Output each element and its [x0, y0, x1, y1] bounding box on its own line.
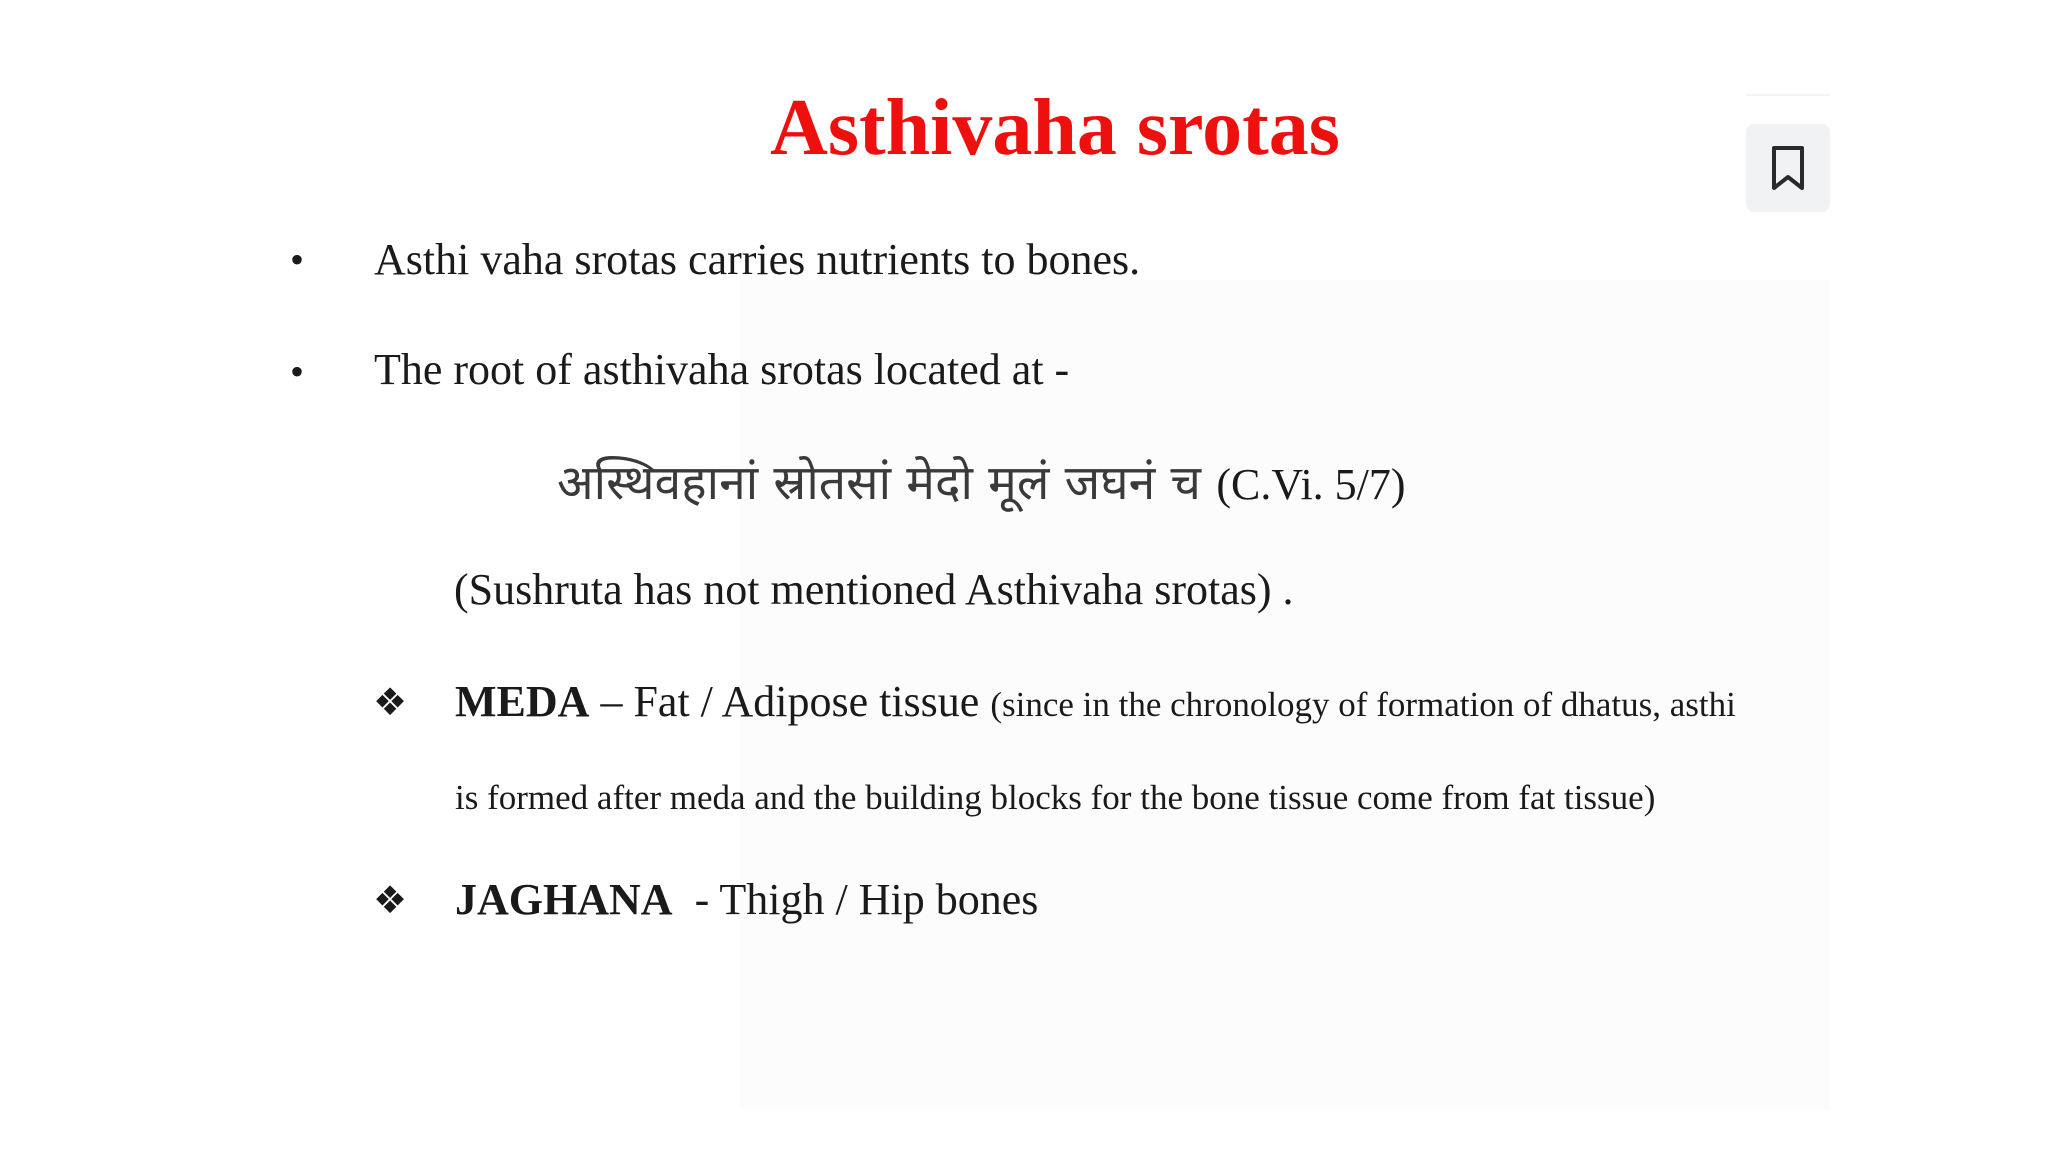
bookmark-button[interactable] — [1746, 124, 1830, 212]
diamond-bullet: ❖ — [373, 878, 408, 922]
meda-detail-line-2: is formed after meda and the building blocks for the bone tissue come from fat tissue) — [455, 778, 1656, 817]
meda-term: MEDA — [455, 677, 590, 726]
jaghana-term: JAGHANA — [455, 875, 673, 924]
meda-detail-line-1: (since in the chronology of formation of dhatus, asthi — [990, 685, 1736, 724]
meda-separator: – — [589, 677, 634, 726]
sushruta-note: (Sushruta has not mentioned Asthivaha srotas) . — [454, 565, 1294, 614]
divider — [1746, 94, 1830, 96]
sanskrit-reference: (C.Vi. 5/7) — [1216, 460, 1406, 509]
bullet-marker: • — [290, 349, 305, 394]
sanskrit-text: अस्थिवहानां स्रोतसां मेदो मूलं जघनं च — [557, 455, 1202, 511]
bookmark-icon — [1770, 145, 1806, 191]
bullet-text-2: The root of asthivaha srotas located at - — [374, 345, 1070, 394]
bullet-marker: • — [290, 237, 305, 282]
slide-title: Asthivaha srotas — [770, 84, 1340, 172]
sanskrit-verse — [557, 452, 1406, 516]
meda-meaning: Fat / Adipose tissue — [633, 677, 980, 726]
jaghana-separator: - — [672, 875, 720, 924]
jaghana-meaning: Thigh / Hip bones — [719, 875, 1039, 924]
diamond-bullet: ❖ — [373, 680, 408, 724]
meda-item — [455, 676, 1736, 731]
jaghana-item — [455, 874, 1038, 926]
bullet-text-1: Asthi vaha srotas carries nutrients to bones. — [374, 235, 1141, 284]
